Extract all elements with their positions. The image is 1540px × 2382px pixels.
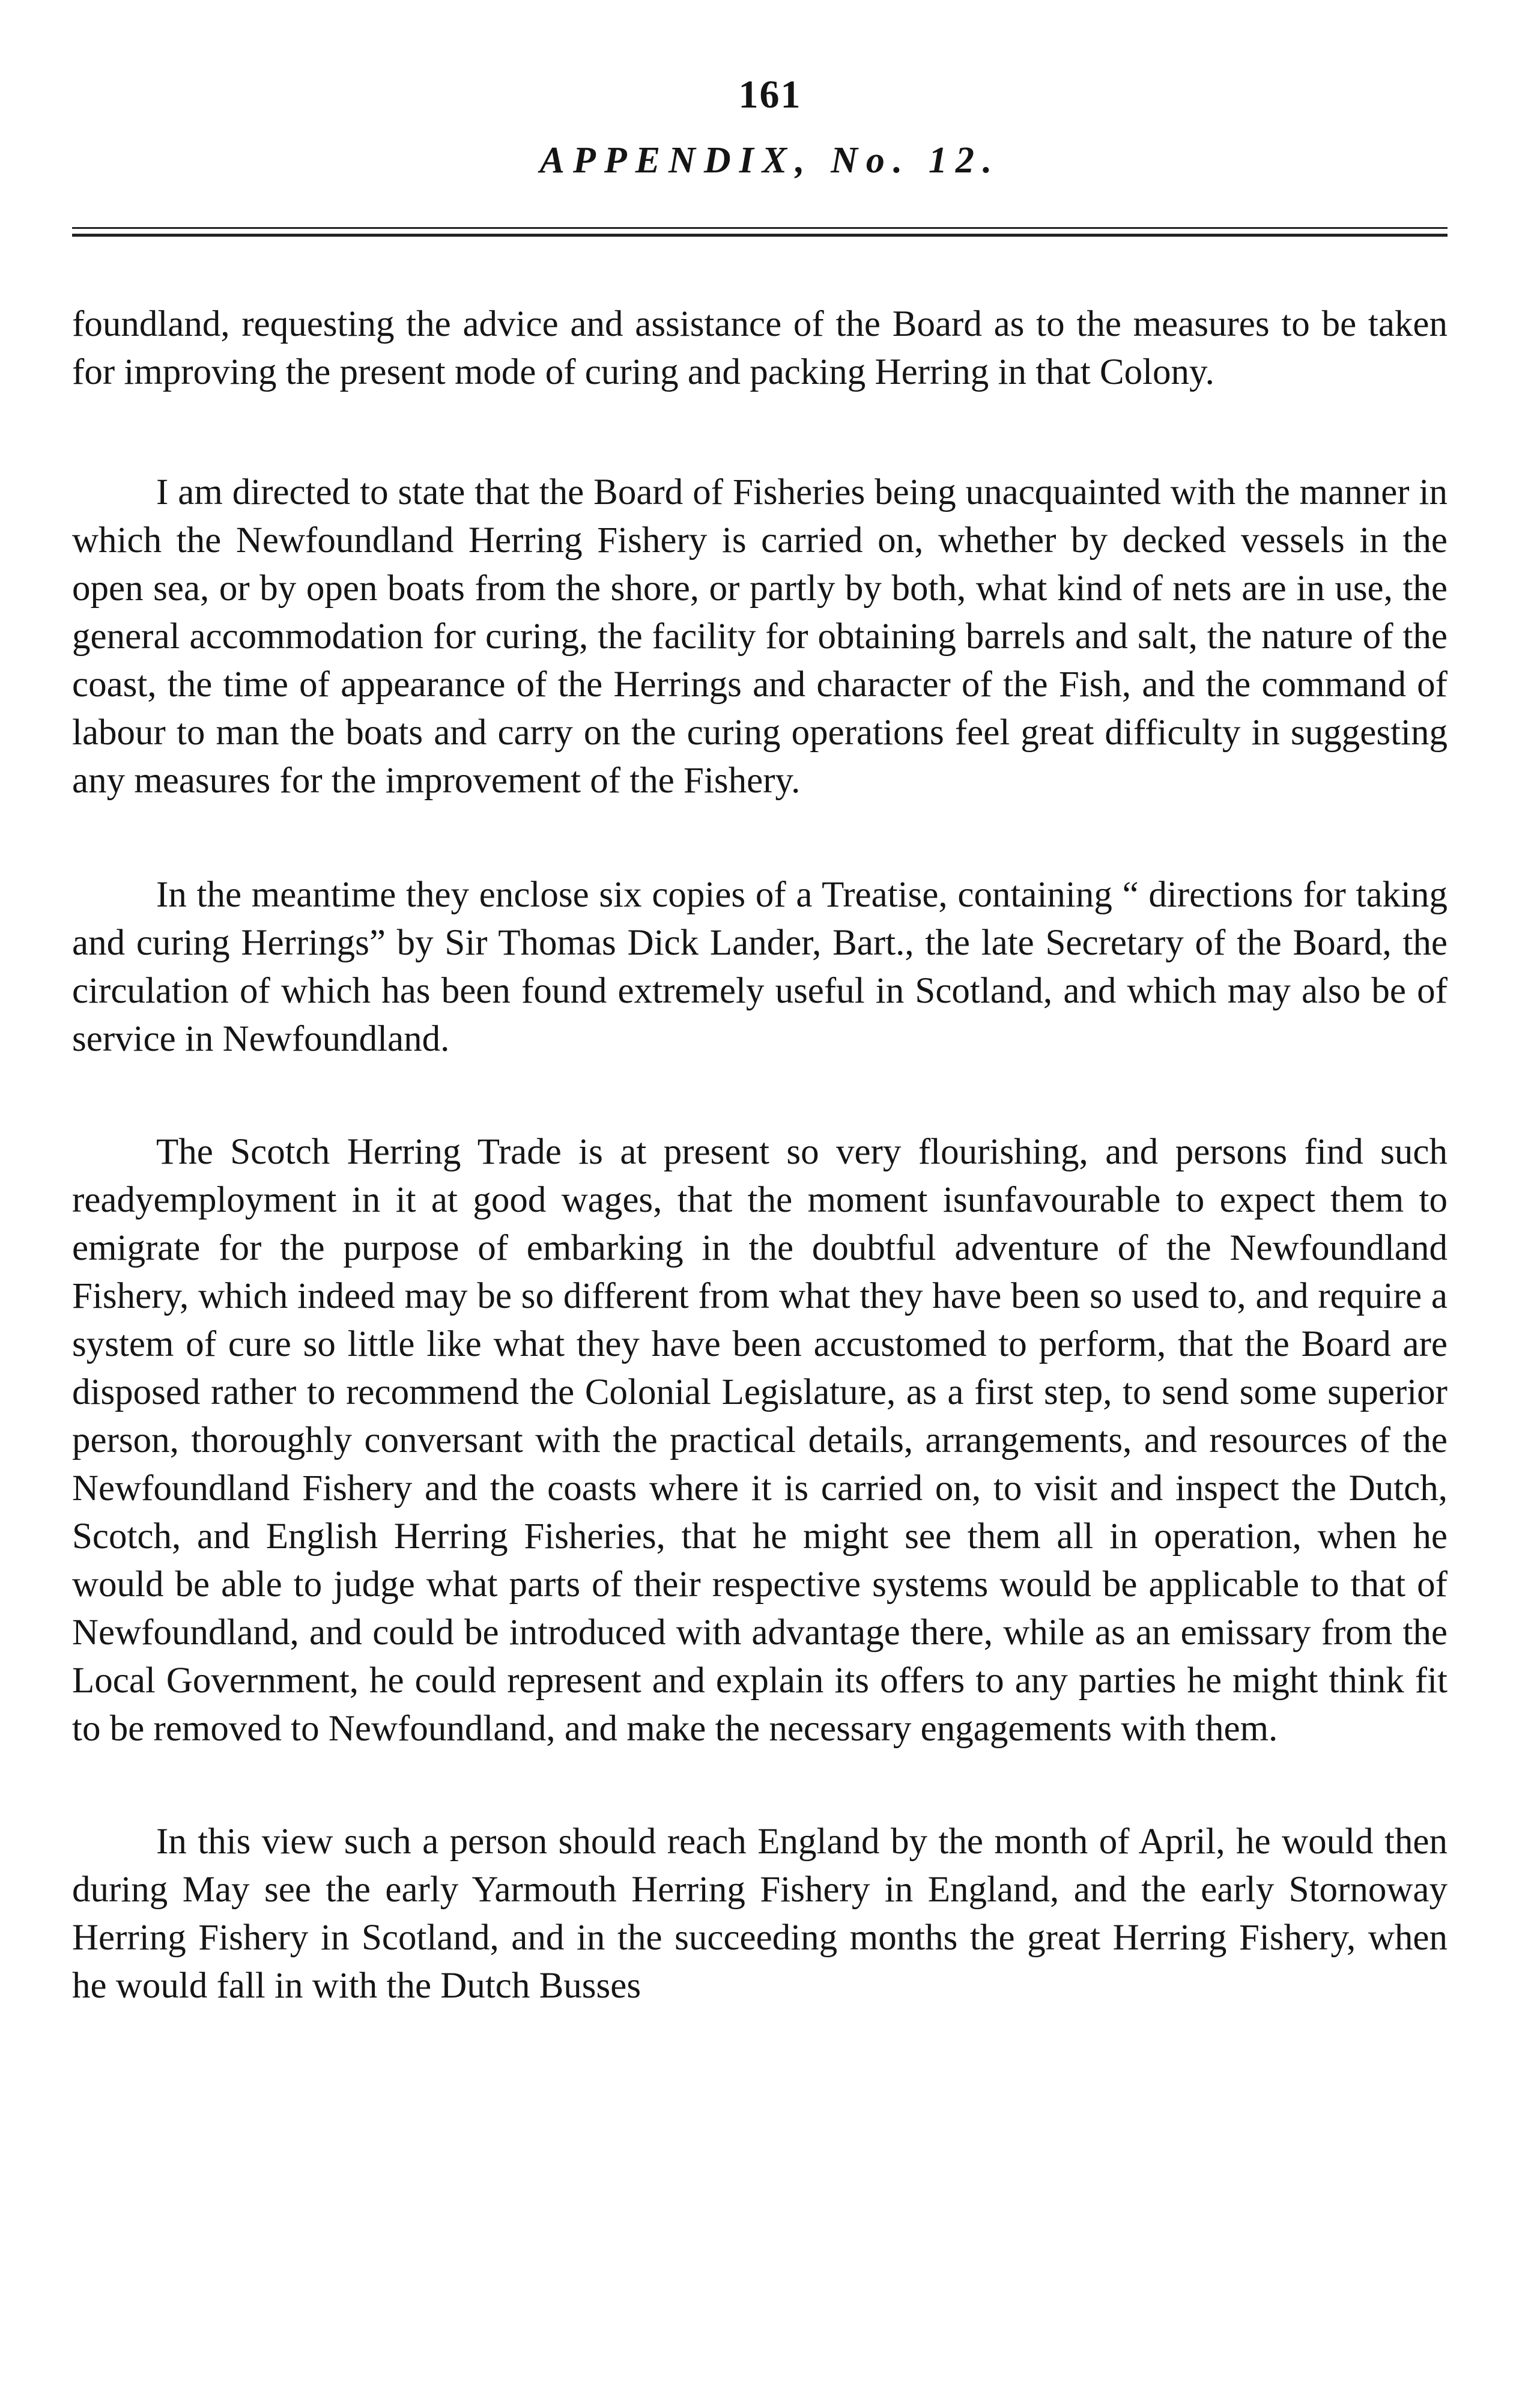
- paragraph-5: In this view such a person should reach England by the month of April, he would then during May see the early Yarmouth Herring Fishery in England, and the early Stornoway Herring Fishery in Scotland, and in the succeeding months the great Herring Fishery, when he would fall in with the Dutch Busses: [72, 1821, 1448, 2006]
- header-double-rule: [72, 227, 1448, 238]
- paragraph-1: foundland, requesting the advice and assistance of the Board as to the measures to be taken for improving the present mode of curing and packing Herring in that Colony.: [72, 304, 1448, 392]
- paragraph-2: I am directed to state that the Board of Fisheries being unacquainted with the manner in which the Newfoundland Herring Fishery is carried on, whether by decked vessels in the open sea, or by open boats from the shore, or partly by both, what kind of nets are in use, the general accommodation for curing, the facility for obtaining barrels and salt, the nature of the coast, the time of appearance of the Herrings and character of the Fish, and the command of labour to man the boats and carry on the curing operations feel great difficulty in suggesting any measures for the improvement of the Fishery.: [72, 472, 1448, 801]
- paragraph-3: In the meantime they enclose six copies of a Treatise, containing “ directions for taking and curing Herrings” by Sir Thomas Dick Lander, Bart., the late Secretary of the Board, the circulation of which has been found extremely useful in Scotland, and which may also be of service in Newfoundland.: [72, 875, 1448, 1059]
- running-head: APPENDIX, No. 12.: [539, 140, 1001, 181]
- header-rule-thick: [72, 234, 1448, 237]
- body-text: [72, 300, 1448, 2010]
- paragraph-4: The Scotch Herring Trade is at present so very flourishing, and persons find such readyemployment in it at good wages, that the moment isunfavourable to expect them to emigrate for the purpose of embarking in the doubtful adventure of the Newfoundland Fishery, which indeed may be so different from what they have been so used to, and require a system of cure so little like what they have been accustomed to perform, that the Board are disposed rather to recommend the Colonial Legislature, as a first step, to send some superior person, thoroughly conversant with the practical details, arrangements, and resources of the Newfoundland Fishery and the coasts where it is carried on, to visit and inspect the Dutch, Scotch, and English Herring Fisheries, that he might see them all in operation, when he would be able to judge what parts of their respective systems would be applicable to that of Newfoundland, and could be introduced with advantage there, while as an emissary from the Local Government, he could represent and explain its offers to any parties he might think fit to be removed to Newfoundland, and make the necessary engagements with them.: [72, 1132, 1448, 1749]
- page-number: 161: [738, 73, 802, 117]
- header-rule-thin: [72, 227, 1448, 229]
